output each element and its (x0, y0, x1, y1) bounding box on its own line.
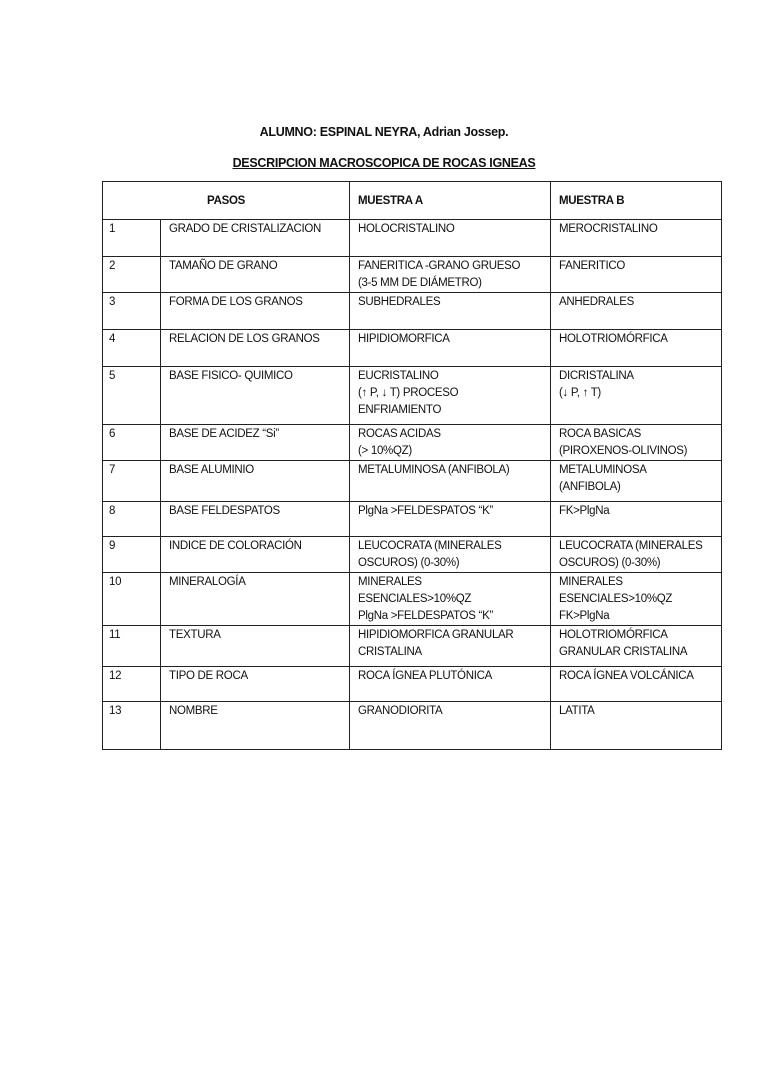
step-name: BASE FELDESPATOS (161, 502, 350, 537)
muestra-a-cell (350, 667, 551, 702)
cell-line: GRANULAR CRISTALINA (559, 646, 688, 658)
cell-line: MEROCRISTALINO (559, 223, 658, 235)
muestra-a-cell (350, 537, 551, 573)
muestra-b-cell (551, 220, 722, 257)
cell-line: DICRISTALINA (559, 370, 634, 382)
cell-line: GRANODIORITA (358, 705, 443, 717)
table-row (103, 293, 722, 330)
cell-line: HOLOTRIOMÓRFICA (559, 629, 668, 641)
header-muestra-b: MUESTRA B (551, 182, 722, 220)
step-number: 5 (103, 367, 161, 425)
muestra-b-cell (551, 667, 722, 702)
cell-line: FK>PlgNa (559, 610, 610, 622)
cell-line: ENFRIAMIENTO (358, 404, 442, 416)
cell-line: PlgNa >FELDESPATOS “K” (358, 610, 493, 622)
cell-line: LATITA (559, 705, 595, 717)
table-row (103, 537, 722, 573)
step-number: 3 (103, 293, 161, 330)
table-row (103, 626, 722, 667)
step-number: 10 (103, 573, 161, 626)
table-row (103, 425, 722, 461)
cell-line: ANHEDRALES (559, 296, 634, 308)
cell-line: (3-5 MM DE DIÁMETRO) (358, 277, 482, 289)
header-muestra-a: MUESTRA A (350, 182, 551, 220)
table-row (103, 367, 722, 425)
cell-line: MINERALES (358, 576, 422, 588)
step-name: BASE FISICO- QUIMICO (161, 367, 350, 425)
cell-line: (↓ P, ↑ T) (559, 387, 601, 399)
cell-line: HIPIDIOMORFICA (358, 333, 450, 345)
table-header-row (103, 182, 722, 220)
cell-line: FANERITICA -GRANO GRUESO (358, 260, 521, 272)
cell-line: LEUCOCRATA (MINERALES (358, 540, 502, 552)
step-number: 7 (103, 461, 161, 502)
muestra-b-cell (551, 461, 722, 502)
cell-line: LEUCOCRATA (MINERALES (559, 540, 703, 552)
document-title: DESCRIPCION MACROSCOPICA DE ROCAS IGNEAS (232, 156, 536, 170)
muestra-b-cell (551, 293, 722, 330)
muestra-b-cell (551, 573, 722, 626)
cell-line: PlgNa >FELDESPATOS “K” (358, 505, 493, 517)
step-number: 2 (103, 257, 161, 293)
cell-line: (> 10%QZ) (358, 445, 412, 457)
table-row (103, 257, 722, 293)
cell-line: ROCAS ACIDAS (358, 428, 441, 440)
muestra-b-cell (551, 425, 722, 461)
cell-line: ESENCIALES>10%QZ (358, 593, 472, 605)
cell-line: CRISTALINA (358, 646, 422, 658)
step-name: INDICE DE COLORACIÓN (161, 537, 350, 573)
step-number: 13 (103, 702, 161, 750)
rock-description-table (102, 181, 722, 750)
step-name: NOMBRE (161, 702, 350, 750)
table-row (103, 667, 722, 702)
muestra-b-cell (551, 330, 722, 367)
step-number: 8 (103, 502, 161, 537)
step-name: RELACION DE LOS GRANOS (161, 330, 350, 367)
step-name: TEXTURA (161, 626, 350, 667)
cell-line: METALUMINOSA (559, 464, 647, 476)
table-row (103, 330, 722, 367)
cell-line: (ANFIBOLA) (559, 481, 621, 493)
cell-line: OSCUROS) (0-30%) (559, 557, 661, 569)
muestra-a-cell (350, 461, 551, 502)
muestra-a-cell (350, 293, 551, 330)
table-row (103, 220, 722, 257)
header-pasos: PASOS (103, 182, 350, 220)
muestra-b-cell (551, 626, 722, 667)
muestra-b-cell (551, 257, 722, 293)
step-number: 11 (103, 626, 161, 667)
step-name: TAMAÑO DE GRANO (161, 257, 350, 293)
step-number: 12 (103, 667, 161, 702)
step-number: 1 (103, 220, 161, 257)
muestra-a-cell (350, 626, 551, 667)
cell-line: FK>PlgNa (559, 505, 610, 517)
student-name-line: ALUMNO: ESPINAL NEYRA, Adrian Jossep. (259, 125, 509, 139)
muestra-b-cell (551, 537, 722, 573)
cell-line: ROCA BASICAS (559, 428, 642, 440)
cell-line: METALUMINOSA (ANFIBOLA) (358, 464, 510, 476)
step-name: MINERALOGÍA (161, 573, 350, 626)
cell-line: ROCA ÍGNEA VOLCÁNICA (559, 670, 694, 682)
muestra-a-cell (350, 573, 551, 626)
step-name: GRADO DE CRISTALIZACION (161, 220, 350, 257)
cell-line: EUCRISTALINO (358, 370, 439, 382)
cell-line: ROCA ÍGNEA PLUTÓNICA (358, 670, 492, 682)
step-number: 4 (103, 330, 161, 367)
cell-line: HIPIDIOMORFICA GRANULAR (358, 629, 514, 641)
cell-line: OSCUROS) (0-30%) (358, 557, 460, 569)
muestra-b-cell (551, 367, 722, 425)
table-row (103, 502, 722, 537)
table-row (103, 573, 722, 626)
cell-line: (PIROXENOS-OLIVINOS) (559, 445, 688, 457)
muestra-b-cell (551, 502, 722, 537)
cell-line: SUBHEDRALES (358, 296, 441, 308)
cell-line: HOLOCRISTALINO (358, 223, 455, 235)
step-number: 6 (103, 425, 161, 461)
muestra-a-cell (350, 367, 551, 425)
step-name: TIPO DE ROCA (161, 667, 350, 702)
cell-line: (↑ P, ↓ T) PROCESO (358, 387, 459, 399)
muestra-a-cell (350, 425, 551, 461)
step-number: 9 (103, 537, 161, 573)
muestra-b-cell (551, 702, 722, 750)
muestra-a-cell (350, 702, 551, 750)
muestra-a-cell (350, 257, 551, 293)
cell-line: MINERALES (559, 576, 623, 588)
muestra-a-cell (350, 330, 551, 367)
cell-line: FANERITICO (559, 260, 626, 272)
cell-line: HOLOTRIOMÓRFICA (559, 333, 668, 345)
step-name: BASE ALUMINIO (161, 461, 350, 502)
step-name: FORMA DE LOS GRANOS (161, 293, 350, 330)
table-row (103, 702, 722, 750)
table-body (103, 220, 722, 750)
cell-line: ESENCIALES>10%QZ (559, 593, 673, 605)
step-name: BASE DE ACIDEZ “Si” (161, 425, 350, 461)
table-row (103, 461, 722, 502)
muestra-a-cell (350, 220, 551, 257)
muestra-a-cell (350, 502, 551, 537)
